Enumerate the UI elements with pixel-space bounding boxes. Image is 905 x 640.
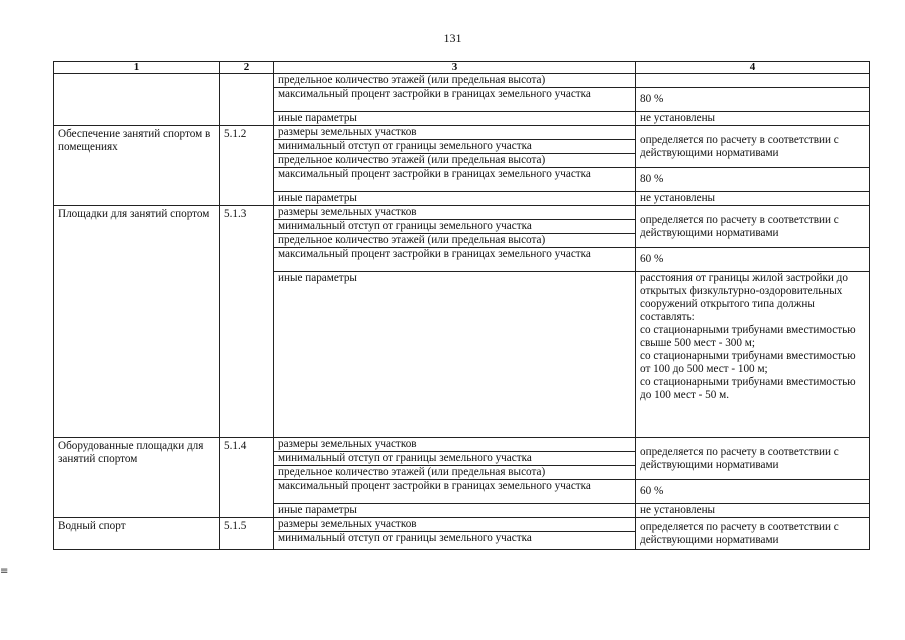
zoning-parameters-table	[53, 61, 870, 550]
parameter-value: определяется по расчету в соответствии с действующими нормативами	[636, 518, 870, 550]
parameter-name: максимальный процент застройки в границах земельного участка	[274, 88, 636, 112]
parameter-value	[636, 74, 870, 88]
use-type-code: 5.1.2	[220, 126, 274, 206]
parameter-name: иные параметры	[274, 272, 636, 438]
table-row	[54, 74, 870, 88]
parameter-value: не установлены	[636, 504, 870, 518]
use-type-name: Обеспечение занятий спортом в помещениях	[54, 126, 220, 206]
use-type-code: 5.1.5	[220, 518, 274, 550]
header-col-3: 3	[274, 62, 636, 74]
parameter-name: иные параметры	[274, 192, 636, 206]
header-row	[54, 62, 870, 74]
parameter-value: 60 %	[636, 248, 870, 272]
table-row	[54, 206, 870, 220]
use-type-name: Площадки для занятий спортом	[54, 206, 220, 438]
parameter-name: максимальный процент застройки в границах земельного участка	[274, 248, 636, 272]
parameter-value: 80 %	[636, 88, 870, 112]
parameter-name: минимальный отступ от границы земельного участка	[274, 532, 636, 550]
parameter-name: минимальный отступ от границы земельного участка	[274, 452, 636, 466]
margin-mark: ≡	[0, 566, 9, 577]
table-row	[54, 438, 870, 452]
parameter-value: определяется по расчету в соответствии с действующими нормативами	[636, 206, 870, 248]
parameter-name: предельное количество этажей (или предельная высота)	[274, 74, 636, 88]
parameter-name: размеры земельных участков	[274, 126, 636, 140]
parameter-value: расстояния от границы жилой застройки до открытых физкультурно-оздоровительных сооружений открытого типа должны составлять: со стационарными трибунами вместимостью свыше 500 мест - 300 м; со стационарными трибунами вместимостью от 100 до 500 мест - 100 м; со стационарными трибунами вместимостью до 100 мест - 50 м.	[636, 272, 870, 438]
use-type-name: Оборудованные площадки для занятий спортом	[54, 438, 220, 518]
parameter-name: размеры земельных участков	[274, 438, 636, 452]
parameter-name: размеры земельных участков	[274, 518, 636, 532]
parameter-name: иные параметры	[274, 112, 636, 126]
header-col-2: 2	[220, 62, 274, 74]
parameter-name: предельное количество этажей (или предельная высота)	[274, 234, 636, 248]
use-type-name: Водный спорт	[54, 518, 220, 550]
parameter-name: предельное количество этажей (или предельная высота)	[274, 154, 636, 168]
parameter-value: не установлены	[636, 112, 870, 126]
table-row	[54, 126, 870, 140]
parameter-name: размеры земельных участков	[274, 206, 636, 220]
parameter-value: определяется по расчету в соответствии с действующими нормативами	[636, 438, 870, 480]
parameter-value: 60 %	[636, 480, 870, 504]
parameter-name: иные параметры	[274, 504, 636, 518]
parameter-name: максимальный процент застройки в границах земельного участка	[274, 168, 636, 192]
parameter-value: определяется по расчету в соответствии с действующими нормативами	[636, 126, 870, 168]
parameter-value: 80 %	[636, 168, 870, 192]
table-body	[54, 74, 870, 550]
parameter-name: максимальный процент застройки в границах земельного участка	[274, 480, 636, 504]
page-number: 131	[443, 31, 462, 45]
use-type-code: 5.1.4	[220, 438, 274, 518]
parameter-value: не установлены	[636, 192, 870, 206]
use-type-code	[220, 74, 274, 126]
parameter-name: минимальный отступ от границы земельного участка	[274, 140, 636, 154]
use-type-code: 5.1.3	[220, 206, 274, 438]
table-row	[54, 518, 870, 532]
header-col-1: 1	[54, 62, 220, 74]
parameter-name: предельное количество этажей (или предельная высота)	[274, 466, 636, 480]
use-type-name	[54, 74, 220, 126]
parameter-name: минимальный отступ от границы земельного участка	[274, 220, 636, 234]
header-col-4: 4	[636, 62, 870, 74]
